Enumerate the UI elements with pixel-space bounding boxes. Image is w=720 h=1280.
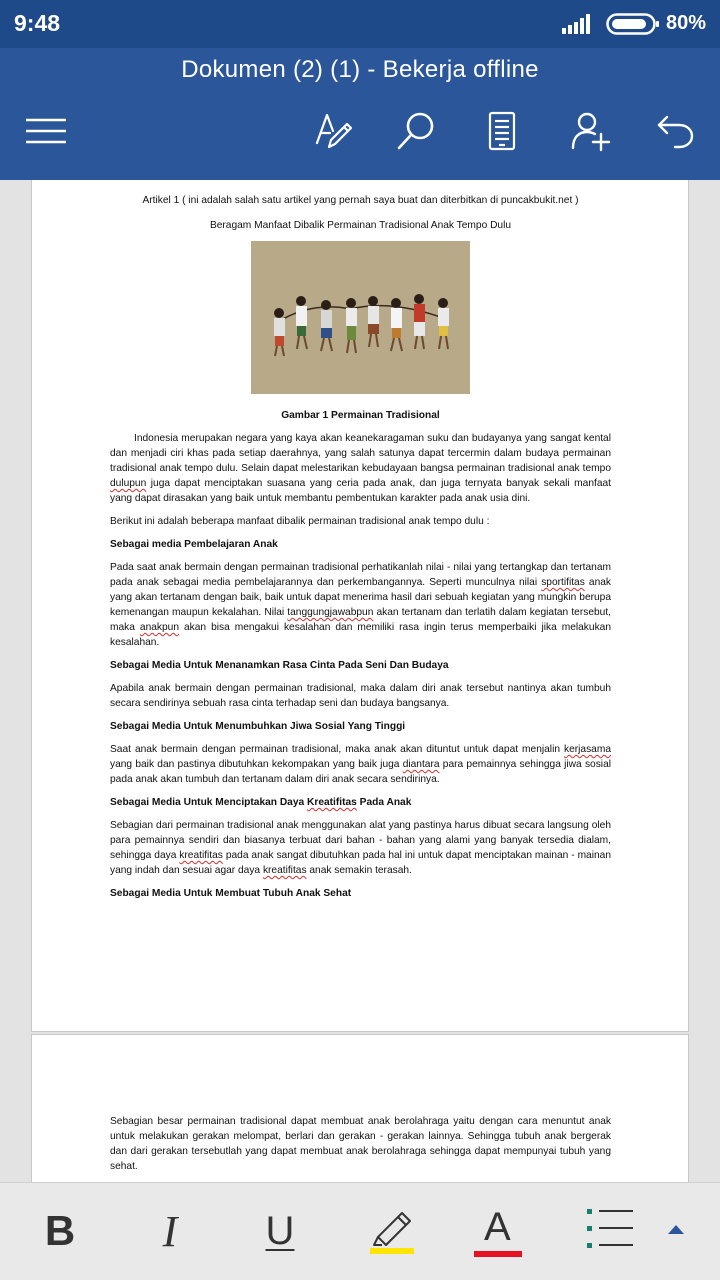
font-color-button[interactable]	[466, 1199, 530, 1263]
document-page[interactable]	[31, 180, 689, 1032]
spelling-error[interactable]: kreatifitas	[262, 865, 307, 876]
document-title: Dokumen (2) (1) - Bekerja offline	[181, 56, 539, 83]
italic-icon: I	[162, 1206, 178, 1256]
section-heading: Sebagai Media Untuk Menciptakan Daya Kreatifitas Pada Anak	[110, 797, 412, 808]
spelling-error[interactable]: anakpun	[139, 622, 180, 633]
expand-toolbar-button[interactable]	[644, 1199, 708, 1263]
spelling-error[interactable]: sportifitas	[541, 577, 585, 588]
spelling-error[interactable]: diantara	[402, 759, 440, 770]
spelling-error[interactable]: kerjasama	[564, 744, 611, 755]
battery-percent: 80%	[666, 12, 707, 34]
spelling-error[interactable]: Kreatifitas	[307, 797, 357, 808]
draw-button[interactable]	[308, 108, 358, 158]
expand-up-icon	[666, 1222, 686, 1241]
traditional-games-image[interactable]	[251, 241, 470, 394]
paragraph: Indonesia merupakan negara yang kaya akan keanekaragaman suku dan budayanya yang sangat kental dan menjadi ciri khas pada setiap daerahnya, yang salah satunya dapat tercermin dalam budaya permainan tradisional anak tempo dulu. Selain dapat melestarikan kebudayaan bangsa permainan tradisional anak tempo dulupun juga dapat menciptakan suasana yang ceria pada anak, dan juga ternyata banyak sekali manfaat yang dapat dirasakan yang baik untuk membantu pembentukan karakter pada anak usia dini.	[110, 433, 611, 504]
document-body[interactable]	[110, 193, 611, 909]
spelling-error[interactable]: dulupun	[110, 478, 147, 489]
undo-icon	[655, 111, 695, 156]
font-color-icon: A	[472, 1205, 524, 1257]
draw-pen-icon	[313, 111, 353, 156]
article-title: Beragam Manfaat Dibalik Permainan Tradisional Anak Tempo Dulu	[209, 220, 512, 231]
app-bar	[0, 48, 720, 180]
share-person-icon	[569, 110, 611, 157]
search-button[interactable]	[391, 108, 441, 158]
paragraph: Sebagian besar permainan tradisional dapat membuat anak berolahraga yaitu dengan cara menuntut anak untuk melakukan gerakan melompat, berlari dan gerakan - gerakan lainnya. Sehingga tubuh anak bergerak dan dari gerakan tersebutlah yang dapat membuat anak berolahraga sehingga dapat mempunyai tubuh yang sehat.	[110, 1116, 611, 1172]
battery-icon	[606, 12, 660, 41]
figure-caption: Gambar 1 Permainan Tradisional	[281, 410, 440, 421]
spelling-error[interactable]: tanggungjawabpun	[287, 607, 374, 618]
search-icon	[395, 110, 437, 157]
share-button[interactable]	[565, 108, 615, 158]
status-bar	[0, 0, 720, 48]
bold-icon: B	[44, 1207, 76, 1254]
italic-button[interactable]	[138, 1199, 202, 1263]
bullet-list-icon	[585, 1205, 635, 1258]
underline-button[interactable]	[248, 1199, 312, 1263]
section-heading: Sebagai Media Untuk Menanamkan Rasa Cinta Pada Seni Dan Budaya	[110, 660, 449, 671]
paragraph: Apabila anak bermain dengan permainan tradisional, maka dalam diri anak tersebut nantinya akan tumbuh secara sendirinya sebuah rasa cinta terhadap seni dan budaya bangsanya.	[110, 683, 611, 709]
signal-icon	[562, 14, 596, 39]
section-heading: Sebagai Media Untuk Membuat Tubuh Anak Sehat	[110, 888, 352, 899]
section-heading: Sebagai media Pembelajaran Anak	[110, 539, 278, 550]
highlight-button[interactable]	[358, 1199, 422, 1263]
paragraph: Saat anak bermain dengan permainan tradisional, maka anak akan dituntut untuk dapat menjalin kerjasama yang baik dan pastinya dibutuhkan kekompakan yang baik juga diantara para pemainnya sehingga jiwa sosial pada anak akan tumbuh dan tertanam dalam diri anak secara sendirinya.	[110, 744, 611, 785]
spelling-error[interactable]: kreatifitas	[179, 850, 223, 861]
menu-icon	[25, 117, 67, 150]
section-heading: Sebagai Media Untuk Menumbuhkan Jiwa Sosial Yang Tinggi	[110, 721, 406, 732]
underline-icon: U	[265, 1208, 295, 1253]
paragraph: Berikut ini adalah beberapa manfaat dibalik permainan tradisional anak tempo dulu :	[110, 516, 490, 527]
document-body[interactable]	[110, 1114, 611, 1182]
document-page[interactable]	[31, 1034, 689, 1182]
highlighter-icon	[364, 1203, 416, 1260]
status-time: 9:48	[14, 10, 61, 36]
bullet-list-button[interactable]	[578, 1199, 642, 1263]
mobile-view-icon	[487, 111, 517, 156]
article-intro: Artikel 1 ( ini adalah salah satu artikel yang pernah saya buat dan diterbitkan di puncakbukit.net )	[142, 195, 579, 206]
format-toolbar	[0, 1182, 720, 1280]
bold-button[interactable]	[28, 1199, 92, 1263]
document-viewport[interactable]	[0, 180, 720, 1182]
paragraph: Pada saat anak bermain dengan permainan tradisional perhatikanlah nilai - nilai yang tertangkap dan tertanam pada anak sebagai media pembelajarannya dan perkembangannya. Seperti munculnya nilai sportifitas anak yang akan tertanam dengan baik, baik untuk dapat menerima hasil dari sebuah kegiatan yang mungkin berupa kemenangan maupun kekalahan. Nilai tanggungjawabpun akan tertanam dan terlatih dalam kegiatan tersebut, maka anakpun akan bisa mengakui kesalahan dan memiliki rasa ingin terus memperbaiki jika melakukan kesalahan.	[110, 562, 611, 648]
undo-button[interactable]	[650, 108, 700, 158]
menu-button[interactable]	[21, 108, 71, 158]
paragraph: Sebagian dari permainan tradisional anak menggunakan alat yang pastinya harus dibuat secara langsung oleh para pemainnya sendiri dan biasanya terbuat dari bahan - bahan yang alami yang banyak tersedia dialam, sehingga daya kreatifitas pada anak sangat dibutuhkan pada hal ini untuk dapat menciptakan mainan - mainan yang indah dan sesuai agar daya kreatifitas anak semakin terasah.	[110, 820, 611, 876]
mobile-view-button[interactable]	[477, 108, 527, 158]
